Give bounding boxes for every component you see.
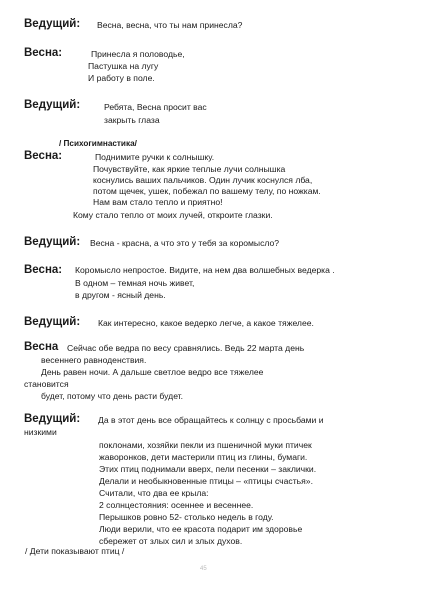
- speaker-label: Весна:: [24, 150, 63, 162]
- text-line: Весна - красна, а что это у тебя за коромысло?: [90, 238, 280, 248]
- text-line: весеннего равноденствия.: [41, 355, 147, 365]
- text-line: И работу в поле.: [88, 73, 155, 83]
- stage-direction: / Психогимнастика/: [59, 139, 137, 148]
- text-line: / Дети показывают птиц /: [25, 546, 125, 556]
- text-line: Люди верили, что ее красота подарит им здоровье: [99, 524, 303, 534]
- text-line: Сейчас обе ведра по весу сравнялись. Ведь 22 марта день: [67, 343, 305, 353]
- text-line: становится: [24, 379, 69, 389]
- text-line: 2 солнцестояния: осеннее и весеннее.: [99, 500, 254, 510]
- text-line: Поднимите ручки к солнышку.: [95, 152, 215, 162]
- speaker-label: Ведущий:: [24, 18, 81, 30]
- text-line: Этих птиц поднимали вверх, пели песенки – заклички.: [99, 464, 317, 474]
- text-line: В одном – темная ночь живет,: [75, 278, 195, 288]
- speaker-label: Ведущий:: [24, 316, 81, 328]
- speaker-label: Ведущий:: [24, 99, 81, 111]
- text-line: Пастушка на лугу: [88, 61, 159, 71]
- text-line: Почувствуйте, как яркие теплые лучи солнышка: [93, 164, 286, 174]
- text-line: низкими: [24, 427, 57, 437]
- text-line: закрыть глаза: [104, 115, 160, 125]
- speaker-label: Весна:: [24, 47, 63, 59]
- text-line: Принесла я половодье,: [91, 49, 185, 59]
- speaker-label: Ведущий:: [24, 236, 81, 248]
- text-line: День равен ночи. А дальше светлое ведро все тяжелее: [41, 367, 264, 377]
- text-line: коснулись ваших пальчиков. Один лучик коснулся лба,: [93, 175, 313, 185]
- text-line: Как интересно, какое ведерко легче, а какое тяжелее.: [98, 318, 314, 328]
- speaker-label: Весна: [24, 341, 59, 353]
- text-line: жаворонков, дети мастерили птиц из глины, бумаги.: [99, 452, 308, 462]
- text-line: сбережет от злых сил и злых духов.: [99, 536, 243, 546]
- text-line: Коромысло непростое. Видите, на нем два волшебных ведерка .: [75, 265, 335, 275]
- text-line: Кому стало тепло от моих лучей, откроите глазки.: [73, 210, 273, 220]
- text-line: Перышков ровно 52- столько недель в году.: [99, 512, 274, 522]
- text-line: Делали и необыкновенные птицы – «птицы счастья».: [99, 476, 313, 486]
- text-line: Весна, весна, что ты нам принесла?: [97, 20, 243, 30]
- speaker-label: Весна:: [24, 264, 63, 276]
- text-line: в другом - ясный день.: [75, 290, 166, 300]
- page-number: 45: [200, 566, 207, 572]
- text-line: Ребята, Весна просит вас: [104, 102, 207, 112]
- speaker-label: Ведущий:: [24, 413, 81, 425]
- text-line: Да в этот день все обращайтесь к солнцу с просьбами и: [98, 415, 324, 425]
- text-line: будет, потому что день расти будет.: [41, 391, 184, 401]
- text-line: Считали, что два ее крыла:: [99, 488, 209, 498]
- text-line: Нам вам стало тепло и приятно!: [93, 197, 223, 207]
- text-line: поклонами, хозяйки пекли из пшеничной муки птичек: [99, 440, 312, 450]
- text-line: потом щечек, ушек, побежал по вашему телу, по ножкам.: [93, 186, 321, 196]
